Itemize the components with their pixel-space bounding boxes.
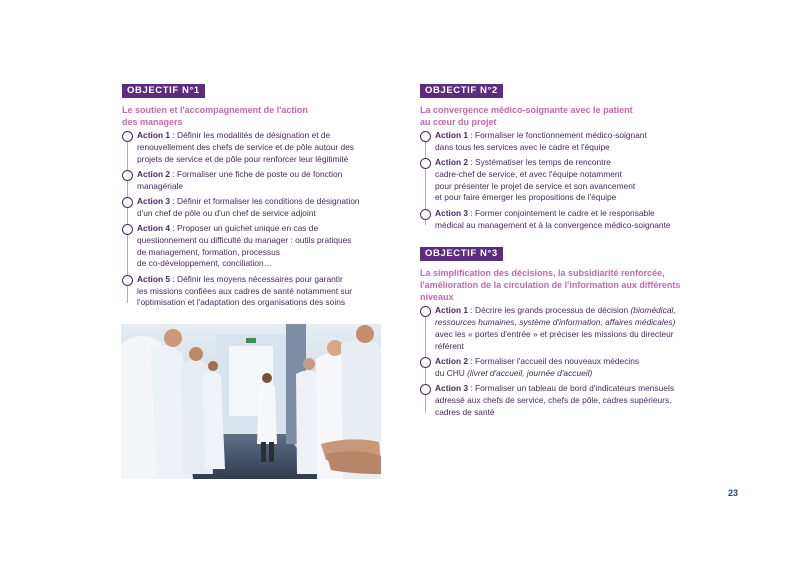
objective-3-badge: OBJECTIF N°3	[420, 247, 503, 261]
action-label: Action 2	[435, 157, 469, 168]
action-text: du CHU	[435, 367, 468, 378]
timeline-dot-icon	[420, 209, 431, 220]
action-text: questionnement ou difficulté du manager : outils pratiques	[137, 234, 352, 245]
objective-2-subtitle	[420, 104, 685, 128]
action-label: Action 3	[435, 383, 469, 394]
objective-3-section	[420, 243, 685, 418]
action-text: renouvellement des chefs de service et de pôle autour des	[137, 141, 354, 152]
timeline-dot-icon	[420, 158, 431, 169]
action-text: : Formaliser le fonctionnement médico-soignant	[468, 130, 647, 140]
objective-2-action-3	[420, 208, 685, 232]
page-number: 23	[728, 488, 739, 498]
objective-1-subtitle	[122, 104, 384, 128]
timeline-dot-icon	[420, 131, 431, 142]
objective-3-subtitle	[420, 267, 685, 303]
subtitle-line: niveaux	[420, 292, 454, 303]
action-label: Action 1	[435, 130, 469, 140]
objective-1-action-3	[122, 196, 384, 220]
action-text: : Formaliser une fiche de poste ou de fonction	[170, 168, 343, 179]
action-label: Action 2	[137, 168, 171, 179]
action-text: cadre-chef de service, et avec l'équipe notamment	[435, 168, 622, 179]
action-text: projets de service et de pôle pour renforcer leur légitimité	[137, 153, 349, 164]
action-text: : Définir et formaliser les conditions de désignation	[170, 195, 360, 206]
objective-3-action-1	[420, 305, 685, 352]
objective-1-section	[122, 80, 384, 313]
action-text: de management, formation, processus	[137, 246, 280, 257]
action-text: et pour faire émerger les propositions de l'équipe	[435, 192, 617, 203]
action-label: Action 2	[435, 356, 469, 367]
subtitle-line: La convergence médico-soignante avec le patient	[420, 105, 633, 115]
subtitle-line: Le soutien et l'accompagnement de l'action	[122, 105, 308, 115]
action-text-italic: ressources humaines, système d'information, affaires médicales)	[435, 317, 676, 328]
action-text: : Décrire les grands processus de décision	[468, 305, 631, 316]
objective-2-section	[420, 80, 685, 231]
action-text: avec les « portes d'entrée » et préciser les missions du directeur	[435, 328, 674, 339]
action-label: Action 3	[137, 195, 171, 206]
action-text: d'un chef de pôle ou d'un chef de service adjoint	[137, 207, 316, 218]
subtitle-line: La simplification des décisions, la subsidiarité renforcée,	[420, 268, 665, 279]
action-text: l'optimisation et l'adaptation des organisations des soins	[137, 297, 346, 308]
action-text: pour présenter le projet de service et son avancement	[435, 180, 636, 191]
objective-3-timeline	[420, 305, 685, 418]
action-text: les missions confiées aux cadres de santé notamment sur	[137, 285, 353, 296]
action-text: : Systématiser les temps de rencontre	[468, 157, 611, 168]
action-text: : Formaliser un tableau de bord d'indicateurs mensuels	[468, 383, 675, 394]
action-text: médical au management et à la convergence médico-soignante	[435, 219, 671, 230]
action-text: adressé aux chefs de service, chefs de pôle, cadres supérieurs,	[435, 394, 672, 405]
timeline-dot-icon	[122, 170, 133, 181]
objectives-2-3-column	[420, 80, 685, 422]
action-text: : Définir les moyens nécessaires pour garantir	[170, 273, 343, 284]
objective-3-action-3	[420, 383, 685, 418]
action-text: managériale	[137, 180, 184, 191]
timeline-dot-icon	[122, 275, 133, 286]
action-text: référent	[435, 340, 464, 351]
timeline-dot-icon	[420, 384, 431, 395]
objective-1-action-4	[122, 223, 384, 270]
action-text: de co-développement, conciliation…	[137, 258, 273, 269]
staff-meeting-photo	[121, 324, 381, 479]
timeline-dot-icon	[420, 357, 431, 368]
timeline-dot-icon	[122, 131, 133, 142]
action-text-italic: (biomédical,	[630, 305, 676, 316]
objective-2-action-1	[420, 130, 685, 154]
objective-1-action-2	[122, 169, 384, 193]
objective-1-action-5	[122, 274, 384, 309]
staff-meeting-photo-illustration	[121, 324, 381, 479]
timeline-dot-icon	[122, 197, 133, 208]
subtitle-line: au cœur du projet	[420, 117, 497, 127]
objective-1-timeline	[122, 130, 384, 309]
action-text: : Proposer un guichet unique en cas de	[170, 223, 319, 234]
action-label: Action 5	[137, 273, 171, 284]
objective-3-action-2	[420, 356, 685, 380]
objective-1-badge: OBJECTIF N°1	[122, 84, 205, 98]
timeline-dot-icon	[420, 306, 431, 317]
objective-2-badge: OBJECTIF N°2	[420, 84, 503, 98]
objective-2-action-2	[420, 157, 685, 204]
action-text: dans tous les services avec le cadre et l'équipe	[435, 141, 610, 152]
subtitle-line: des managers	[122, 117, 183, 127]
action-label: Action 4	[137, 223, 171, 234]
objective-2-timeline	[420, 130, 685, 231]
action-label: Action 1	[435, 305, 469, 316]
action-text: : Formaliser l'accueil des nouveaux médecins	[468, 356, 640, 367]
action-text: cadres de santé	[435, 406, 495, 417]
action-text: : Définir les modalités de désignation et de	[170, 130, 331, 140]
timeline-dot-icon	[122, 224, 133, 235]
objective-1-action-1	[122, 130, 384, 165]
action-label: Action 1	[137, 130, 171, 140]
subtitle-line: l'amélioration de la circulation de l'information aux différents	[420, 280, 681, 291]
action-text-italic: (livret d'accueil, journée d'accueil)	[467, 367, 593, 378]
action-text: : Former conjointement le cadre et le responsable	[468, 207, 655, 218]
action-label: Action 3	[435, 207, 469, 218]
